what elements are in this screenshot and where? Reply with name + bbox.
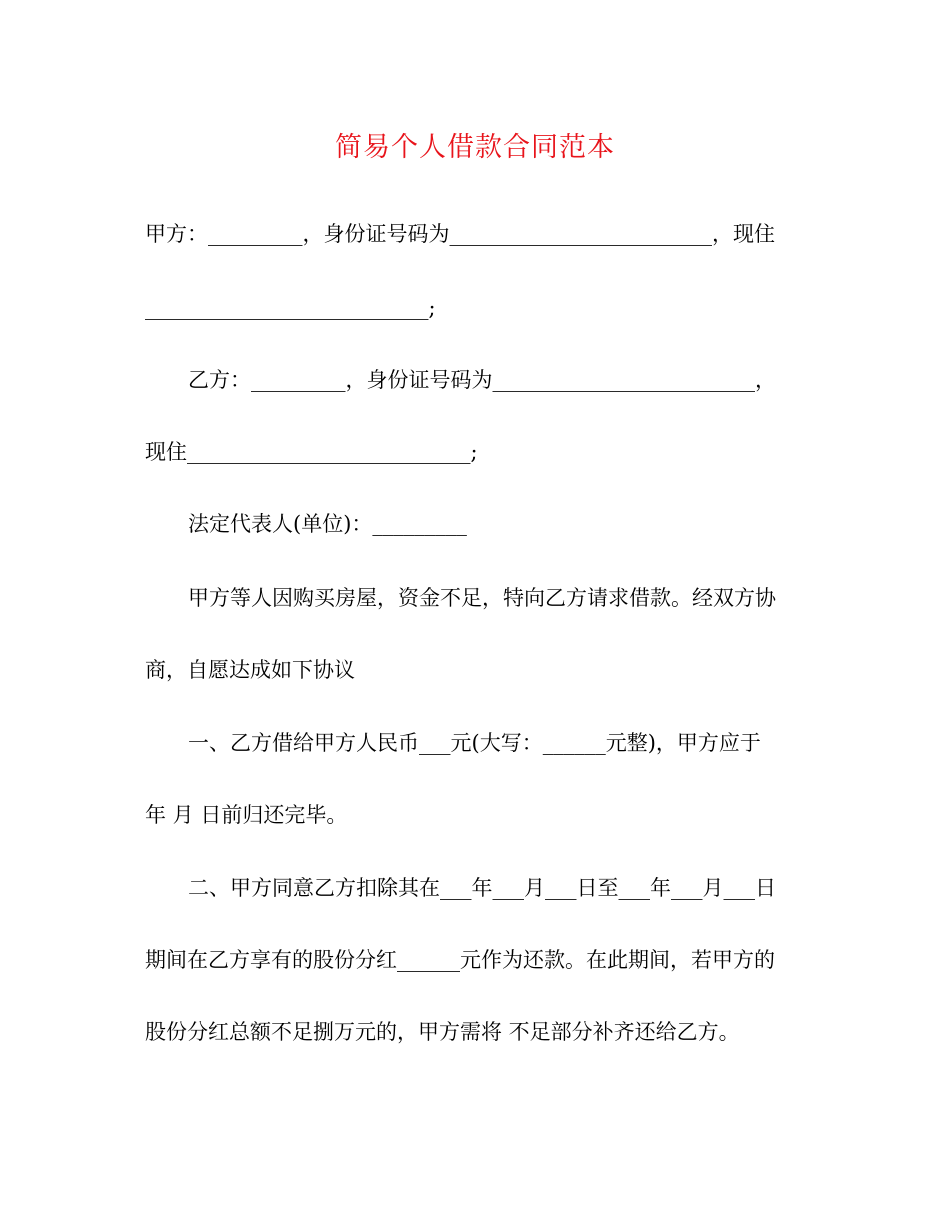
clause-1-line-1: 一、乙方借给甲方人民币___元(大写：______元整)，甲方应于 [188,731,761,755]
party-b-line: 乙方：_________，身份证号码为_________________________， [188,368,776,392]
preamble-line-1: 甲方等人因购买房屋，资金不足，特向乙方请求借款。经双方协 [188,586,776,610]
clause-2-line-1: 二、甲方同意乙方扣除其在___年___月___日至___年___月___日 [188,876,776,900]
legal-representative-line: 法定代表人(单位)：_________ [188,512,467,536]
clause-1-line-2: 年 月 日前归还完毕。 [145,803,348,827]
preamble-line-2: 商，自愿达成如下协议 [145,658,355,682]
party-a-line: 甲方：_________，身份证号码为_________________________，现住 [145,222,775,246]
clause-2-line-2: 期间在乙方享有的股份分红______元作为还款。在此期间，若甲方的 [145,948,775,972]
document-title: 简易个人借款合同范本 [335,132,615,163]
party-a-address-line: ___________________________; [145,296,436,320]
party-b-address-line: 现住___________________________; [145,440,478,464]
clause-2-line-3: 股份分红总额不足捌万元的，甲方需将 不足部分补齐还给乙方。 [145,1020,740,1044]
